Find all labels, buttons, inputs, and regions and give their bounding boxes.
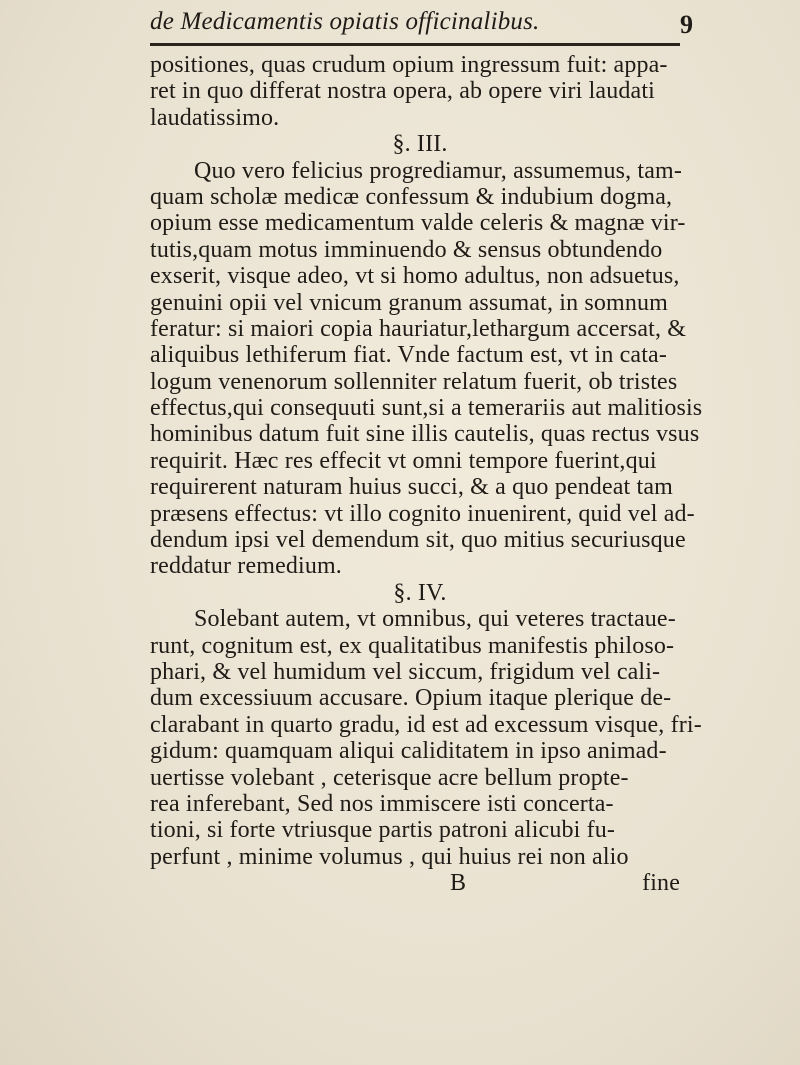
text-line: quam scholæ medicæ confessum & indubium dogma, bbox=[150, 183, 673, 210]
text-line: dendum ipsi vel demendum sit, quo mitius securiusque bbox=[150, 527, 686, 554]
text-line: requirerent naturam huius succi, & a quo pendeat tam bbox=[150, 474, 673, 501]
text-line: genuini opii vel vnicum granum assumat, in somnum bbox=[150, 289, 668, 316]
text-line: requirit. Hæc res effecit vt omni tempore fuerint,qui bbox=[150, 447, 657, 474]
text-line: tutis,quam motus imminuendo & sensus obtundendo bbox=[150, 236, 663, 263]
text-line: perfunt , minime volumus , qui huius rei non alio bbox=[150, 843, 629, 870]
text-line: reddatur remedium. bbox=[150, 553, 342, 580]
text-line: Quo vero felicius progrediamur, assumemus, tam- bbox=[194, 157, 682, 184]
text-line: Solebant autem, vt omnibus, qui veteres tractaue- bbox=[194, 606, 676, 633]
text-line: clarabant in quarto gradu, id est ad excessum visque, fri- bbox=[150, 711, 702, 738]
text-line: gidum: quamquam aliqui caliditatem in ipso animad- bbox=[150, 738, 667, 765]
page-number: 9 bbox=[680, 10, 693, 39]
body-text bbox=[150, 52, 703, 897]
text-line: logum venenorum sollenniter relatum fuerit, ob tristes bbox=[150, 368, 678, 395]
text-line: feratur: si maiori copia hauriatur,lethargum accersat, & bbox=[150, 315, 687, 342]
section-heading: §. III. bbox=[392, 131, 448, 158]
text-line: positiones, quas crudum opium ingressum fuit: appa- bbox=[150, 52, 668, 78]
footer-line bbox=[150, 870, 690, 896]
text-line: aliquibus lethiferum fiat. Vnde factum est, vt in cata- bbox=[150, 342, 667, 369]
text-line: effectus,qui consequuti sunt,si a temerariis aut malitiosis bbox=[150, 395, 703, 422]
text-line: rea inferebant, Sed nos immiscere isti concerta- bbox=[150, 790, 614, 817]
text-line: tioni, si forte vtriusque partis patroni alicubi fu- bbox=[150, 817, 616, 844]
section-heading: §. IV. bbox=[393, 579, 447, 606]
text-line: runt, cognitum est, ex qualitatibus manifestis philoso- bbox=[150, 632, 675, 659]
text-line: exserit, visque adeo, vt si homo adultus, non adsuetus, bbox=[150, 263, 680, 290]
text-line: ret in quo differat nostra opera, ab opere viri laudati bbox=[150, 78, 655, 105]
text-line: dum excessiuum accusare. Opium itaque plerique de- bbox=[150, 685, 672, 712]
catchword: fine bbox=[642, 870, 680, 897]
signature-mark: B bbox=[450, 870, 467, 897]
header-rule bbox=[150, 43, 680, 46]
text-line: laudatissimo. bbox=[150, 104, 280, 131]
text-line: præsens effectus: vt illo cognito inuenirent, quid vel ad- bbox=[150, 500, 695, 527]
text-line: phari, & vel humidum vel siccum, frigidum vel cali- bbox=[150, 658, 661, 685]
text-line: hominibus datum fuit sine illis cautelis, quas rectus vsus bbox=[150, 421, 700, 448]
text-line: opium esse medicamentum valde celeris & magnæ vir- bbox=[150, 210, 686, 237]
text-line: uertisse volebant , ceterisque acre bellum propte- bbox=[150, 764, 629, 791]
running-title: de Medicamentis opiatis officinalibus. bbox=[150, 8, 540, 35]
